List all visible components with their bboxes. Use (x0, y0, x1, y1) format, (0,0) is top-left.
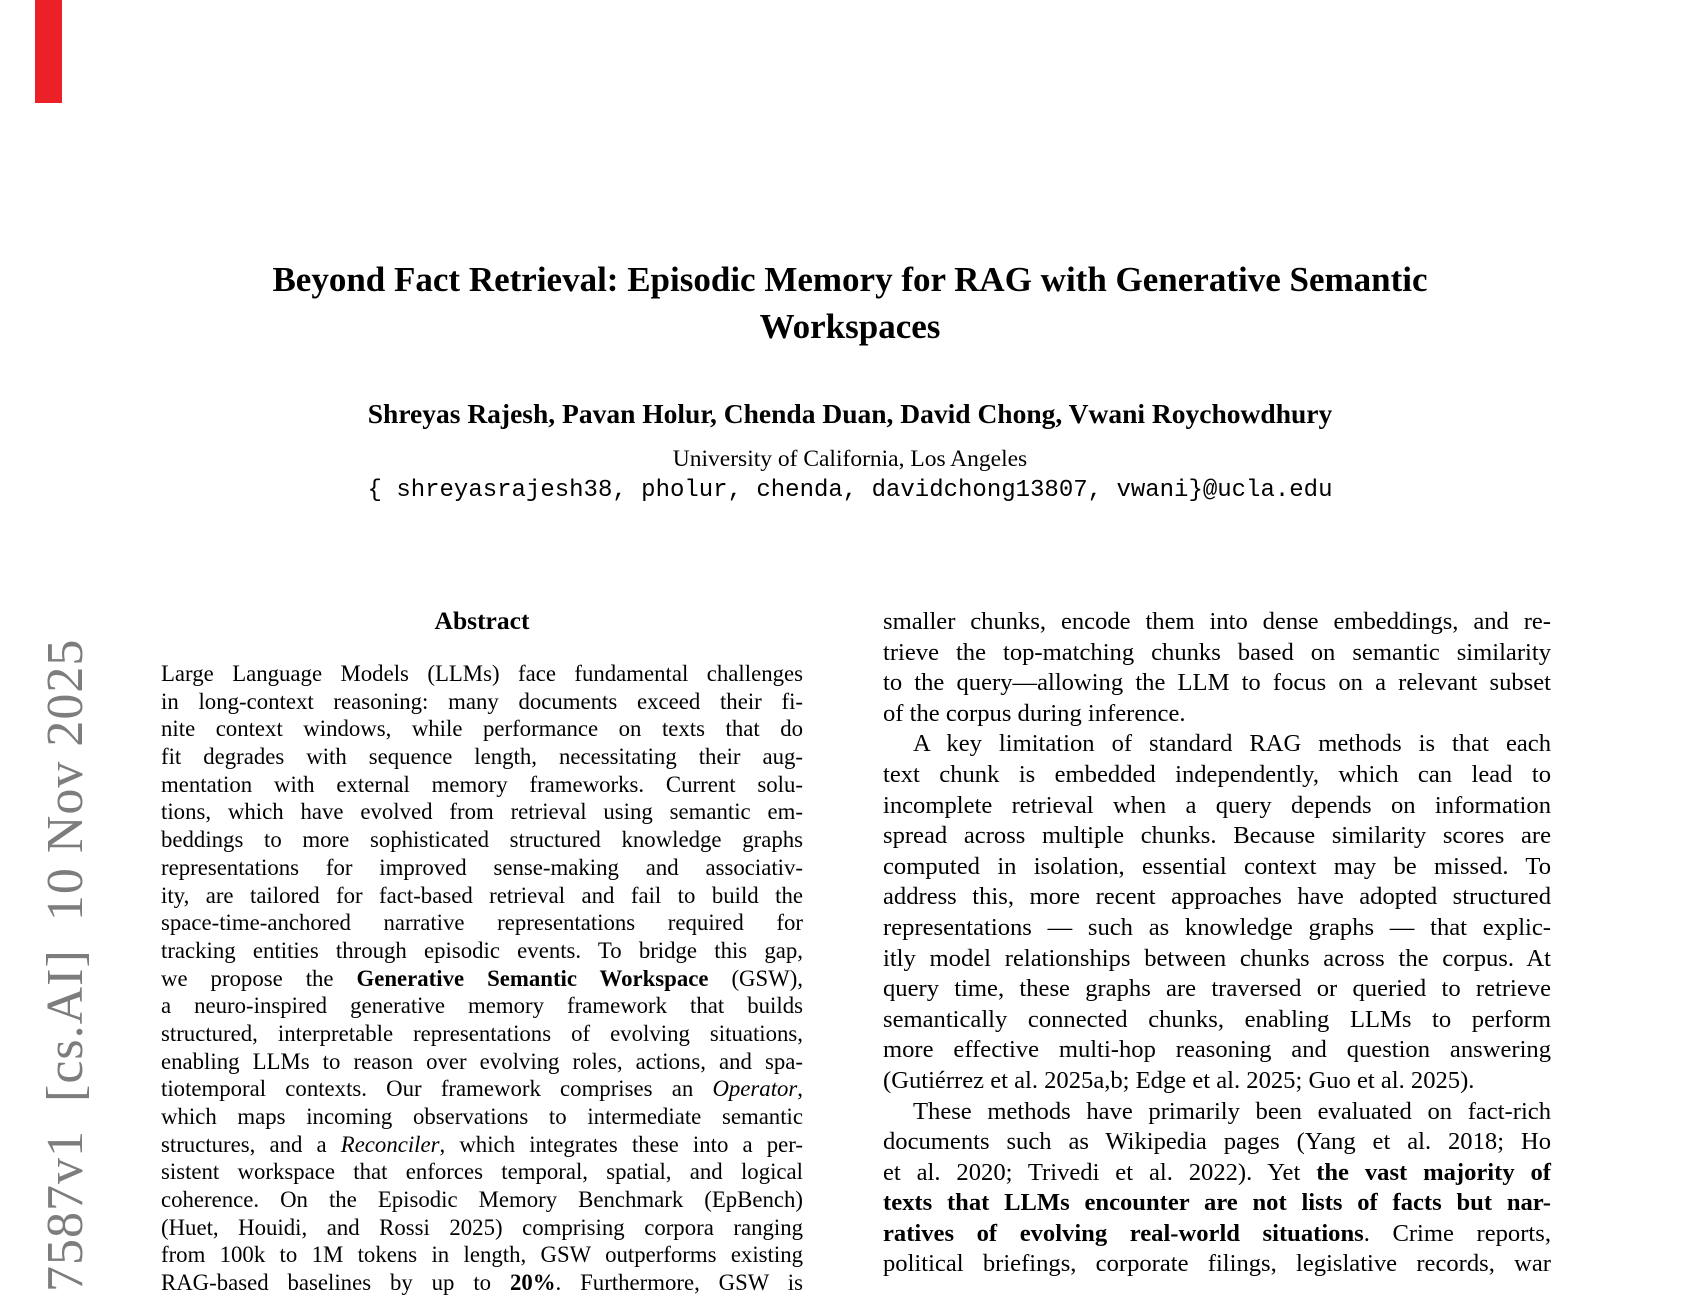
text-line: in long-context reasoning: many documents exceed their fi- (161, 688, 803, 714)
right-column (883, 607, 1551, 1280)
text-line: which maps incoming observations to intermediate semantic (161, 1104, 803, 1129)
text-line: structures, and a Reconciler, which integrates these into a per- (161, 1131, 803, 1157)
text-line: These methods have primarily been evaluated on fact-rich (913, 1097, 1551, 1125)
paper-title (0, 256, 1700, 350)
text-line: sistent workspace that enforces temporal, spatial, and logical (161, 1159, 803, 1185)
text-line: et al. 2020; Trivedi et al. 2022). Yet the vast majority of (883, 1158, 1551, 1186)
text-line: smaller chunks, encode them into dense embeddings, and re- (883, 608, 1551, 635)
arxiv-watermark: 7587v1 [cs.AI] 10 Nov 2025 (37, 638, 94, 1292)
paper-title-line1: Beyond Fact Retrieval: Episodic Memory for RAG with Generative Semantic (272, 260, 1428, 299)
text-line: ratives of evolving real-world situations. Crime reports, (883, 1219, 1551, 1247)
abstract-text (161, 660, 803, 1297)
text-line: a neuro-inspired generative memory framework that builds (161, 993, 803, 1019)
text-line: representations — such as knowledge graphs — that explic- (883, 913, 1551, 941)
text-line: coherence. On the Episodic Memory Benchmark (EpBench) (161, 1187, 803, 1213)
text-line: tracking entities through episodic events. To bridge this gap, (161, 937, 803, 963)
affiliation-line: University of California, Los Angeles (672, 446, 1028, 472)
abstract-column (161, 606, 803, 1297)
text-line: ity, are tailored for fact-based retrieval and fail to build the (161, 882, 803, 908)
text-line: computed in isolation, essential context may be missed. To (883, 852, 1551, 880)
text-line: nite context windows, while performance on texts that do (161, 716, 803, 742)
text-line: representations for improved sense-making and associativ- (161, 854, 803, 880)
text-line: to the query—allowing the LLM to focus on a relevant subset (883, 669, 1551, 697)
email-line: { shreyasrajesh38, pholur, chenda, davidchong13807, vwani}@ucla.edu (367, 477, 1333, 504)
paper-title-line2: Workspaces (759, 307, 941, 346)
text-line: more effective multi-hop reasoning and question answering (883, 1036, 1551, 1064)
red-annotation-mark (35, 0, 62, 103)
text-line: documents such as Wikipedia pages (Yang et al. 2018; Ho (883, 1128, 1551, 1156)
text-line: of the corpus during inference. (883, 699, 1186, 727)
authors-line: Shreyas Rajesh, Pavan Holur, Chenda Duan, David Chong, Vwani Roychowdhury (367, 398, 1333, 429)
text-line: Large Language Models (LLMs) face fundamental challenges (161, 661, 803, 686)
text-line: (Huet, Houidi, and Rossi 2025) comprising corpora ranging (161, 1214, 803, 1240)
text-line: itly model relationships between chunks across the corpus. At (883, 944, 1551, 972)
text-line: tiotemporal contexts. Our framework comprises an Operator, (161, 1076, 803, 1102)
text-line: we propose the Generative Semantic Workspace (GSW), (161, 965, 803, 991)
text-line: political briefings, corporate filings, legislative records, war (883, 1250, 1551, 1278)
text-line: texts that LLMs encounter are not lists of facts but nar- (883, 1189, 1551, 1217)
text-line: (Gutiérrez et al. 2025a,b; Edge et al. 2025; Guo et al. 2025). (883, 1066, 1475, 1094)
text-line: text chunk is embedded independently, which can lead to (883, 760, 1551, 788)
text-line: semantically connected chunks, enabling LLMs to perform (883, 1005, 1551, 1033)
text-line: trieve the top-matching chunks based on semantic similarity (883, 638, 1551, 666)
text-line: space-time-anchored narrative representations required for (161, 910, 803, 936)
text-line: query time, these graphs are traversed or queried to retrieve (883, 975, 1551, 1003)
text-line: structured, interpretable representations of evolving situations, (161, 1020, 803, 1046)
text-line: incomplete retrieval when a query depends on information (883, 791, 1551, 819)
text-line: RAG-based baselines by up to 20%. Furthermore, GSW is (161, 1270, 804, 1296)
text-line: A key limitation of standard RAG methods is that each (913, 730, 1551, 758)
text-line: beddings to more sophisticated structured knowledge graphs (161, 827, 803, 853)
text-line: from 100k to 1M tokens in length, GSW outperforms existing (161, 1242, 803, 1268)
text-line: enabling LLMs to reason over evolving roles, actions, and spa- (161, 1048, 803, 1074)
text-line: address this, more recent approaches have adopted structured (883, 883, 1551, 911)
text-line: spread across multiple chunks. Because similarity scores are (883, 822, 1551, 850)
abstract-heading: Abstract (434, 606, 530, 635)
text-line: mentation with external memory frameworks. Current solu- (161, 771, 803, 797)
text-line: fit degrades with sequence length, necessitating their aug- (161, 744, 803, 770)
right-column-text (883, 607, 1551, 1280)
text-line: tions, which have evolved from retrieval using semantic em- (161, 799, 803, 825)
